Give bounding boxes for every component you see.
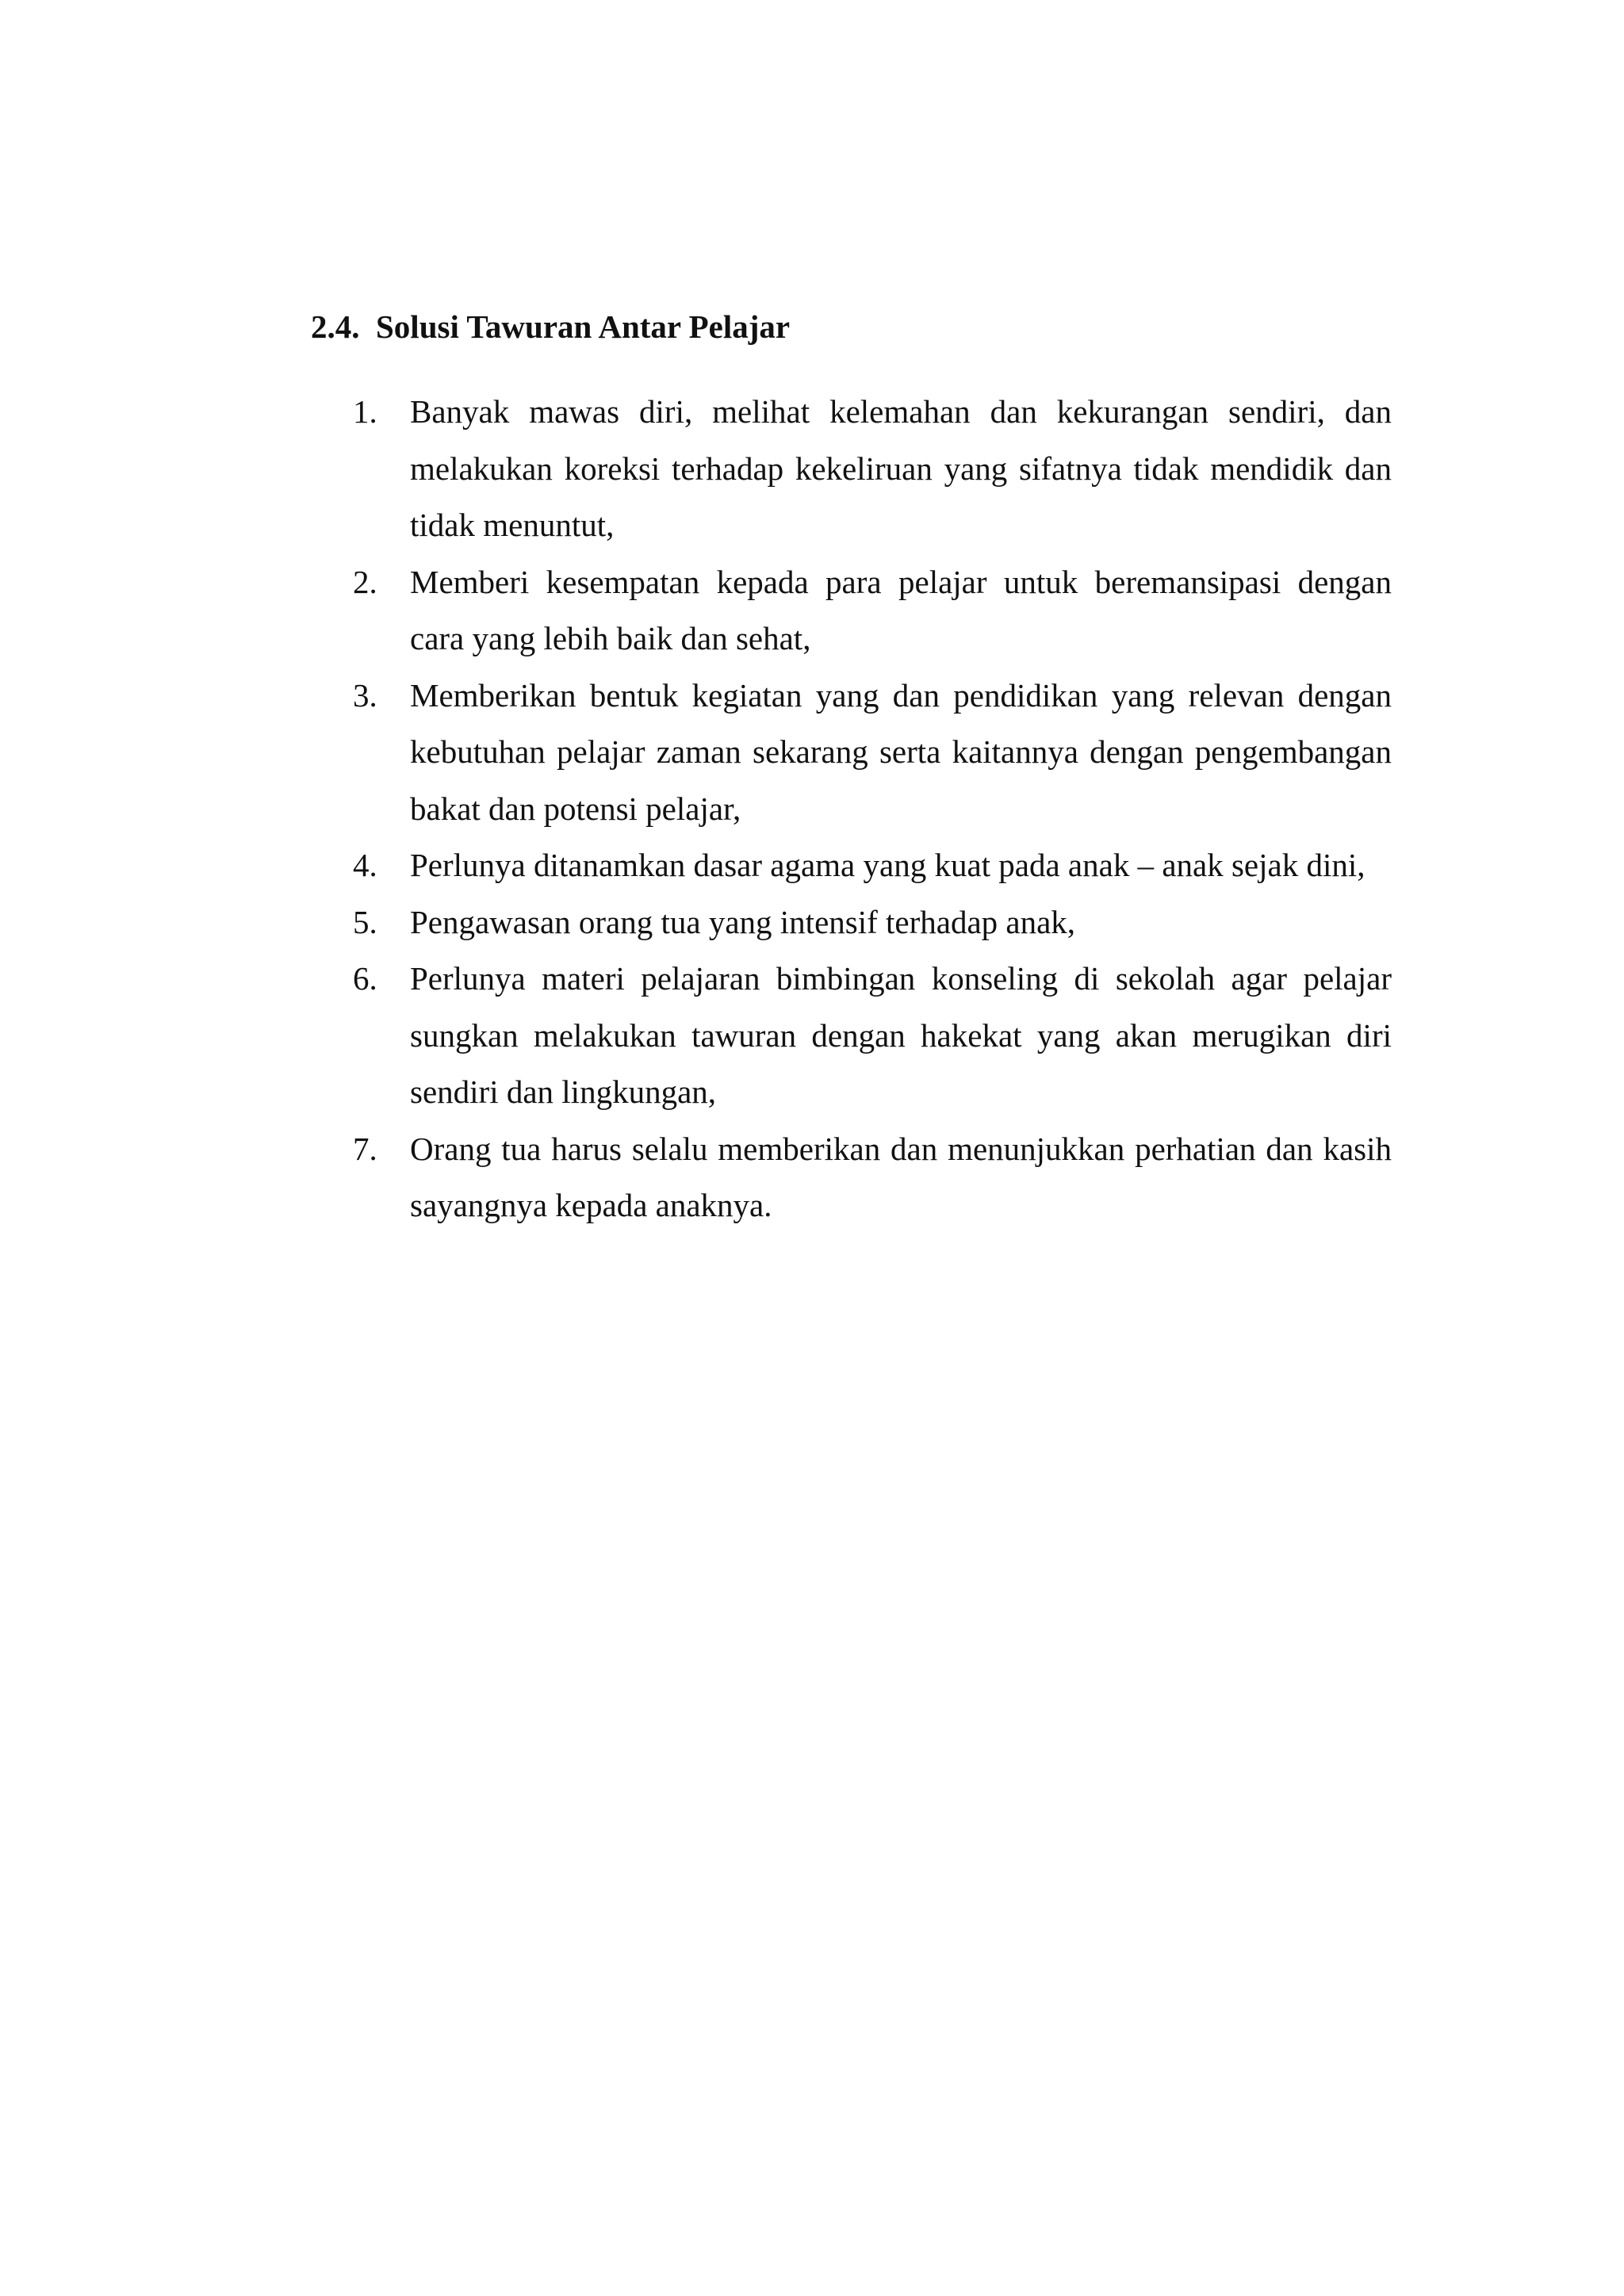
solution-list [353, 384, 1392, 1234]
list-item [353, 894, 1392, 951]
list-item [353, 837, 1392, 894]
list-item [353, 668, 1392, 838]
list-item-number: 6. [353, 960, 377, 997]
list-item-number: 7. [353, 1130, 377, 1167]
list-item [353, 384, 1392, 554]
section-heading [311, 304, 790, 349]
list-item [353, 951, 1392, 1121]
list-item [353, 1121, 1392, 1234]
list-item-number: 2. [353, 563, 377, 600]
section-number: 2.4. [311, 308, 360, 345]
list-item-text: Orang tua harus selalu memberikan dan menunjukkan perhatian dan kasih sayangnya kepada anaknya. [410, 1130, 1392, 1223]
list-item-number: 4. [353, 847, 377, 883]
list-item-number: 5. [353, 903, 377, 940]
list-item-text: Memberikan bentuk kegiatan yang dan pendidikan yang relevan dengan kebutuhan pelajar zaman sekarang serta kaitannya dengan pengembangan bakat dan potensi pelajar, [410, 676, 1392, 827]
list-item-text: Perlunya ditanamkan dasar agama yang kuat pada anak – anak sejak dini, [410, 847, 1365, 883]
list-item-text: Banyak mawas diri, melihat kelemahan dan kekurangan sendiri, dan melakukan koreksi terhadap kekeliruan yang sifatnya tidak mendidik dan tidak menuntut, [410, 393, 1392, 543]
list-item-text: Perlunya materi pelajaran bimbingan konseling di sekolah agar pelajar sungkan melakukan tawuran dengan hakekat yang akan merugikan diri sendiri dan lingkungan, [410, 960, 1392, 1110]
list-item-number: 3. [353, 676, 377, 714]
list-item-number: 1. [353, 393, 377, 430]
section-title: Solusi Tawuran Antar Pelajar [376, 308, 791, 345]
list-item-text: Memberi kesempatan kepada para pelajar untuk beremansipasi dengan cara yang lebih baik dan sehat, [410, 563, 1392, 656]
list-item-text: Pengawasan orang tua yang intensif terhadap anak, [410, 903, 1076, 940]
list-item [353, 554, 1392, 668]
